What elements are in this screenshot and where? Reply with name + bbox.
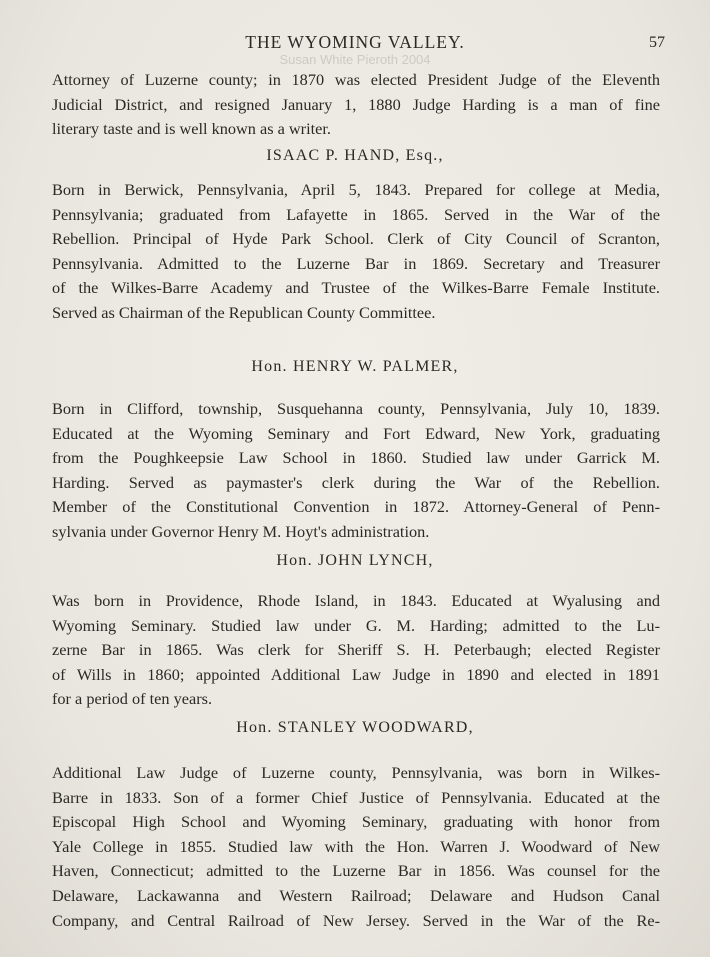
text-line: from the Poughkeepsie Law School in 1860. Studied law under Garrick M. [52,448,660,468]
text-line: Educated at the Wyoming Seminary and Fort Edward, New York, graduating [52,423,660,443]
paragraph [52,589,660,712]
text-line: Pennsylvania. Admitted to the Luzerne Bar in 1869. Secretary and Treasurer [52,253,660,273]
text-line: Member of the Constitutional Convention in 1872. Attorney-General of Penn- [52,497,660,517]
text-line: Delaware, Lackawanna and Western Railroad; Delaware and Hudson Canal [52,885,660,905]
text-line: Attorney of Luzerne county; in 1870 was elected President Judge of the Eleventh [52,70,660,89]
paragraph [52,761,660,933]
text-line: Born in Clifford, township, Susquehanna county, Pennsylvania, July 10, 1839. [52,399,660,418]
text-line: sylvania under Governor Henry M. Hoyt's administration. [52,521,430,541]
paragraph [52,68,660,142]
page-number: 57 [649,34,665,51]
text-line: Haven, Connecticut; admitted to the Luzerne Bar in 1856. Was counsel for the [52,861,660,881]
text-line: Served as Chairman of the Republican County Committee. [52,302,436,322]
watermark: Susan White Pieroth 2004 [279,52,431,67]
text-line: Yale College in 1855. Studied law with the Hon. Warren J. Woodward of New [52,836,660,856]
text-line: Company, and Central Railroad of New Jersey. Served in the War of the Re- [52,910,660,930]
text-line: Wyoming Seminary. Studied law under G. M. Harding; admitted to the Lu- [52,615,660,635]
section-heading: Hon. STANLEY WOODWARD, [236,719,474,736]
text-line: Pennsylvania; graduated from Lafayette in 1865. Served in the War of the [52,204,660,224]
text-line: Harding. Served as paymaster's clerk during the War of the Rebellion. [52,472,660,492]
running-title: THE WYOMING VALLEY. [245,32,465,52]
section-heading: Hon. HENRY W. PALMER, [251,358,459,375]
text-line: Rebellion. Principal of Hyde Park School. Clerk of City Council of Scranton, [52,229,660,249]
section-heading: Hon. JOHN LYNCH, [276,552,434,569]
text-line: of the Wilkes-Barre Academy and Trustee of the Wilkes-Barre Female Institute. [52,278,660,298]
text-line: Barre in 1833. Son of a former Chief Justice of Pennsylvania. Educated at the [52,787,660,807]
text-line: literary taste and is well known as a writer. [52,119,331,139]
text-line: Was born in Providence, Rhode Island, in 1843. Educated at Wyalusing and [52,591,660,610]
text-line: Additional Law Judge of Luzerne county, Pennsylvania, was born in Wilkes- [52,763,660,782]
text-line: zerne Bar in 1865. Was clerk for Sheriff S. H. Peterbaugh; elected Register [52,640,660,660]
text-line: Born in Berwick, Pennsylvania, April 5, 1843. Prepared for college at Media, [52,180,660,199]
text-line: for a period of ten years. [52,689,213,709]
text-line: of Wills in 1860; appointed Additional Law Judge in 1890 and elected in 1891 [52,664,660,684]
paragraph [52,397,660,545]
section-heading: ISAAC P. HAND, Esq., [266,147,444,164]
running-header [0,33,710,52]
text-line: Judicial District, and resigned January 1, 1880 Judge Harding is a man of fine [52,94,660,114]
paragraph [52,178,660,326]
text-line: Episcopal High School and Wyoming Seminary, graduating with honor from [52,812,660,832]
